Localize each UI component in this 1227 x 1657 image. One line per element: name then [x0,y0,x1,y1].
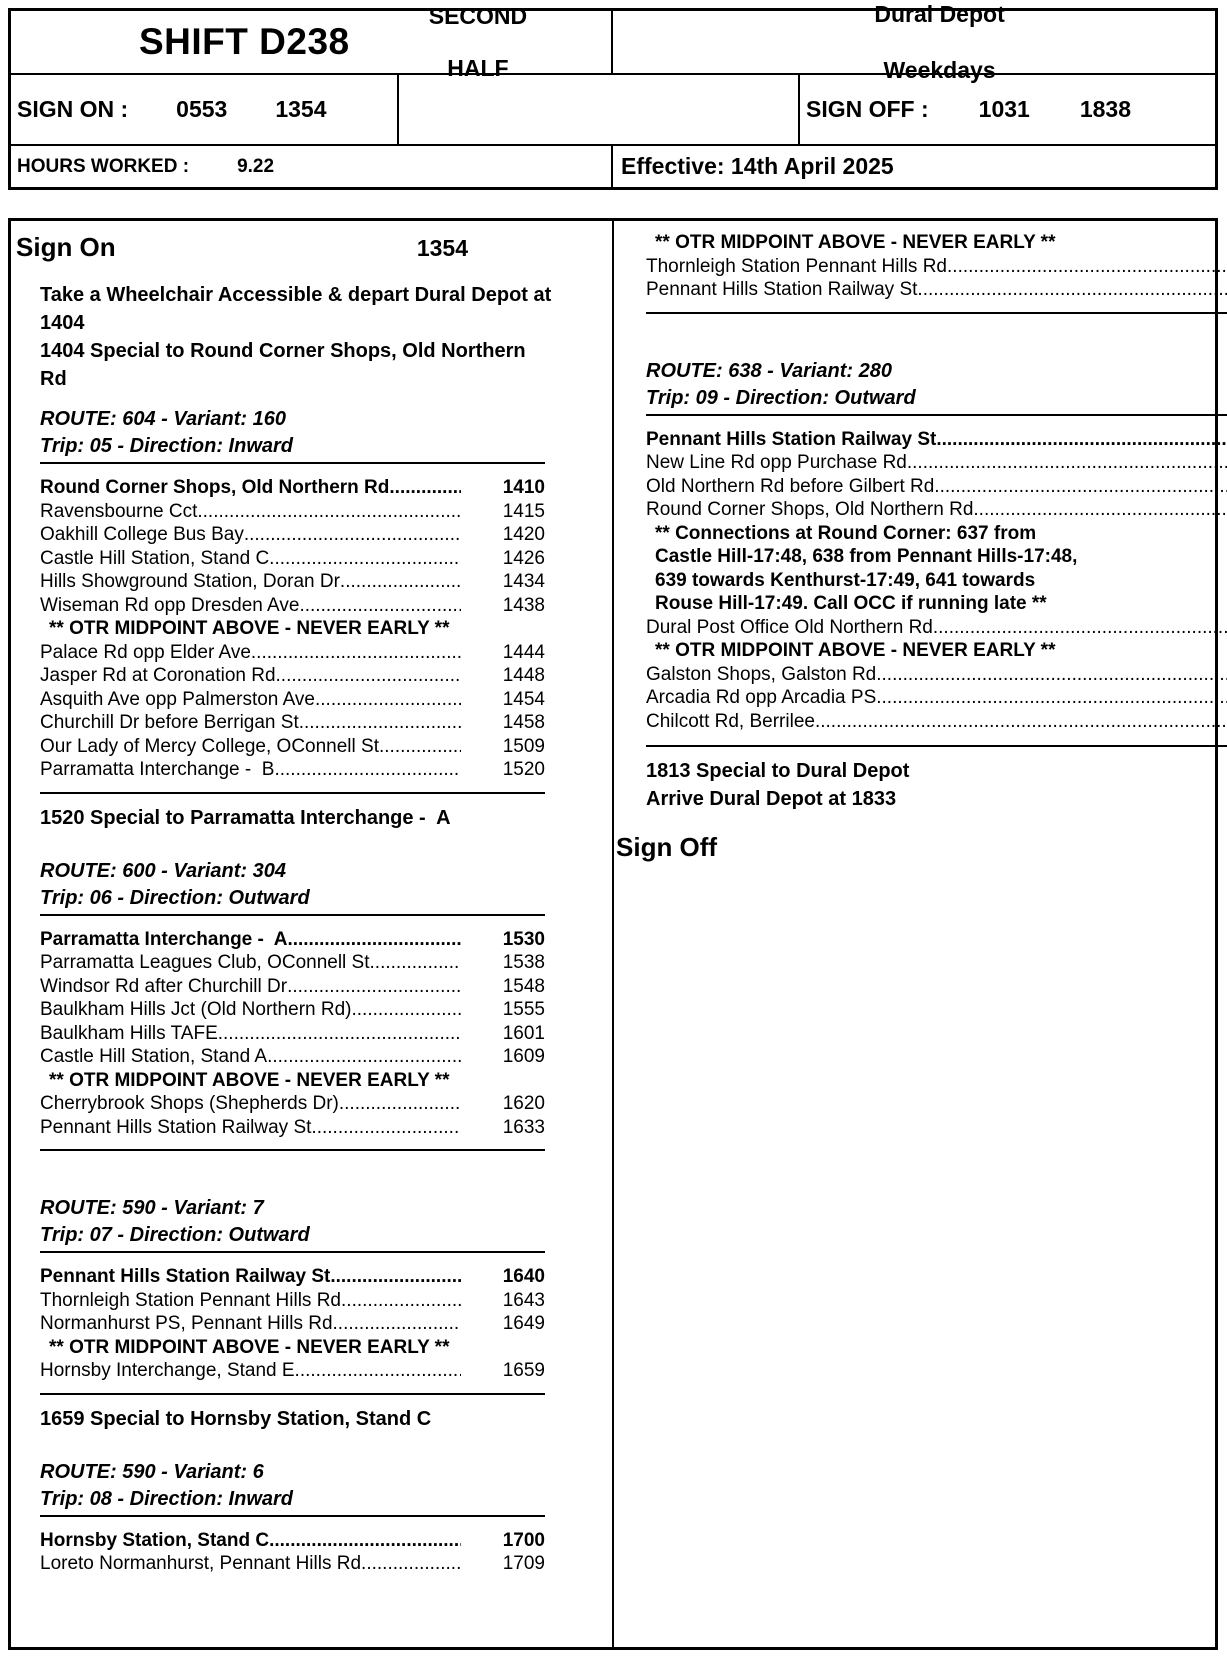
trip-line: Trip: 07 - Direction: Outward [40,1224,310,1246]
stop-row [40,1312,545,1336]
stop-row [646,498,1227,522]
stop-name: Normanhurst PS, Pennant Hills Rd [40,1313,333,1334]
stop-row [646,710,1227,734]
stop-name: Parramatta Leagues Club, OConnell St [40,952,370,973]
stop-name: Asquith Ave opp Palmerston Ave [40,688,315,710]
stop-time: 1709 [502,1553,545,1574]
stop-name: Parramatta Interchange - A [40,928,288,950]
stop-name: Chilcott Rd, Berrilee [646,710,815,732]
dot-leader [351,998,461,1022]
dot-leader [379,735,461,759]
stop-row [40,523,545,547]
shift-title: SHIFT D238 [139,21,350,62]
dot-leader [936,428,1227,452]
stop-time: 1444 [502,641,545,663]
stop-row [646,616,1227,640]
divider [40,1393,545,1395]
trip-line: Trip: 05 - Direction: Inward [40,435,293,457]
dot-leader [339,1092,461,1116]
stop-row [40,928,545,952]
header-row-title [11,1,1215,83]
stop-time: 1538 [502,952,545,973]
stop-name: Hornsby Station, Stand C [40,1529,270,1551]
stop-row [646,428,1227,452]
stop-time: 1458 [502,712,545,733]
stop-list-trip-09 [646,428,1227,734]
dot-leader [815,710,1227,734]
stop-time: 1649 [502,1313,545,1334]
stop-row [40,500,545,524]
stop-row [40,688,545,712]
stop-row [40,664,545,688]
connections-note-line: 639 towards Kenthurst-17:49, 641 towards [655,569,1036,591]
header-row-hours [11,146,1215,187]
connections-note-line: Castle Hill-17:48, 638 from Pennant Hills-17:48, [655,546,1078,567]
divider [40,1251,545,1253]
divider [40,1149,545,1151]
otr-midpoint-note: ** OTR MIDPOINT ABOVE - NEVER EARLY ** [49,618,450,639]
divider [40,792,545,794]
sign-off-heading: Sign Off [616,832,718,862]
stop-row [40,1022,545,1046]
otr-midpoint-note: ** OTR MIDPOINT ABOVE - NEVER EARLY ** [655,640,1056,661]
dot-leader [315,688,461,712]
stop-row [40,1116,545,1140]
stop-row [40,641,545,665]
stop-name: Arcadia Rd opp Arcadia PS [646,687,877,708]
route-info [40,1459,545,1513]
shift-half-line1: SECOND [428,3,528,29]
stop-row [40,1265,545,1289]
route-line: ROUTE: 590 - Variant: 6 [40,1460,264,1483]
stop-row [40,1359,545,1383]
stop-name: Palace Rd opp Elder Ave [40,641,251,663]
note-line: Rd [40,368,67,390]
route-line: ROUTE: 590 - Variant: 7 [40,1197,264,1219]
trip-line: Trip: 06 - Direction: Outward [40,886,310,909]
dot-leader [973,498,1227,522]
stop-list-trip-05 [40,476,545,782]
stop-time: 1509 [502,735,545,757]
divider [40,1515,545,1517]
hours-worked-value: 9.22 [237,155,275,177]
stop-name: Windsor Rd after Churchill Dr [40,975,288,997]
stop-list-trip-08-continued [646,231,1227,302]
route-info [40,406,545,460]
divider [646,414,1227,416]
route-line: ROUTE: 638 - Variant: 280 [646,359,893,382]
otr-midpoint-note: ** OTR MIDPOINT ABOVE - NEVER EARLY ** [49,1069,450,1091]
stop-name: Oakhill College Bus Bay [40,524,244,545]
dot-leader [907,451,1227,475]
stop-name: Baulkham Hills TAFE [40,1022,218,1044]
divider [40,462,545,464]
stop-time: 1555 [502,999,545,1020]
dot-leader [276,664,461,688]
stop-name: Galston Shops, Galston Rd [646,663,877,685]
stop-name: Castle Hill Station, Stand C [40,547,270,569]
sign-on-row [16,229,545,265]
note-line: 1404 [40,312,85,334]
stop-row [40,735,545,759]
right-column [614,221,1227,1647]
stop-time: 1434 [502,571,545,592]
dot-leader [287,928,461,952]
otr-midpoint-note: ** OTR MIDPOINT ABOVE - NEVER EARLY ** [655,232,1056,253]
connections-note-line: Rouse Hill-17:49. Call OCC if running late ** [655,593,1047,614]
stop-time: 1410 [502,477,545,498]
divider [646,745,1227,747]
shift-half-line2: HALF [447,55,509,81]
stop-time: 1643 [502,1289,545,1311]
depot-departure-note [40,281,552,393]
stop-time: 1530 [502,928,545,950]
stop-row [40,711,545,735]
stop-row [40,1529,545,1553]
note-line: 1659 Special to Hornsby Station, Stand C [40,1407,432,1430]
sign-off-label: SIGN OFF : [806,96,929,122]
stop-name: New Line Rd opp Purchase Rd [646,452,907,473]
stop-name: Pennant Hills Station Railway St [40,1266,331,1287]
sign-on-time-2: 1354 [275,96,327,122]
dot-leader [244,523,461,547]
stop-row [646,663,1227,687]
depot-name: Dural Depot [874,1,1005,27]
stop-time: 1448 [502,665,545,686]
stop-name: Round Corner Shops, Old Northern Rd [40,477,390,498]
stop-name: Hornsby Interchange, Stand E [40,1360,295,1381]
stop-list-trip-07 [40,1265,545,1383]
stop-name: Our Lady of Mercy College, OConnell St [40,735,379,757]
dot-leader [947,255,1227,279]
stop-name: Thornleigh Station Pennant Hills Rd [40,1289,342,1311]
dot-leader [218,1022,461,1046]
dot-leader [917,278,1227,302]
stop-row [40,1092,545,1116]
dot-leader [287,975,461,999]
stop-time: 1700 [502,1529,545,1551]
connections-note-line: ** Connections at Round Corner: 637 from [655,522,1037,544]
stop-name: Castle Hill Station, Stand A [40,1046,268,1067]
stop-name: Thornleigh Station Pennant Hills Rd [646,255,948,277]
stop-name: Hills Showground Station, Doran Dr [40,571,340,592]
route-info [40,858,545,912]
route-line: ROUTE: 600 - Variant: 304 [40,859,287,882]
stop-row [40,1289,545,1313]
schedule-type: Weekdays [883,57,996,83]
dot-leader [311,1116,461,1140]
hours-worked-cell [11,146,613,187]
stop-list-trip-08 [40,1529,545,1576]
sign-on-label: SIGN ON : [17,96,129,122]
effective-date-cell [613,146,1215,187]
stop-name: Round Corner Shops, Old Northern Rd [646,499,974,520]
note-line: 1520 Special to Parramatta Interchange - A [40,806,451,829]
dot-leader [330,1265,461,1289]
stop-row [40,1552,545,1576]
dot-leader [333,1312,461,1336]
dot-leader [251,641,461,665]
sign-on-heading: Sign On [16,232,116,262]
stop-name: Dural Post Office Old Northern Rd [646,616,933,638]
stop-time: 1601 [502,1022,545,1044]
dot-leader [269,1529,461,1553]
sign-on-cell [11,75,399,144]
trip-line: Trip: 09 - Direction: Outward [646,386,916,409]
stop-time: 1415 [502,500,545,522]
dot-leader [299,711,461,735]
stop-time: 1520 [502,759,545,780]
shift-header-table [8,1,1218,190]
stop-name: Parramatta Interchange - B [40,759,275,780]
stop-row [646,278,1227,302]
dot-leader [361,1552,461,1576]
dot-leader [340,570,461,594]
route-line: ROUTE: 604 - Variant: 160 [40,408,287,430]
sign-on-time-1: 0553 [176,96,228,122]
dot-leader [295,1359,461,1383]
stop-row [646,686,1227,710]
route-info [40,1195,545,1249]
stop-time: 1426 [502,547,545,569]
sign-off-cell [800,75,1215,144]
stop-name: Old Northern Rd before Gilbert Rd [646,475,935,497]
dot-leader [934,475,1227,499]
special-move-note [646,757,1227,813]
depot-cell [613,1,1215,83]
stop-row [40,570,545,594]
stop-name: Jasper Rd at Coronation Rd [40,665,276,686]
stop-name: Wiseman Rd opp Dresden Ave [40,594,300,616]
dot-leader [299,594,461,618]
dot-leader [370,951,461,975]
stop-row [646,475,1227,499]
empty-cell [399,75,800,144]
stop-list-trip-06 [40,928,545,1140]
sign-on-time: 1354 [416,235,468,261]
stop-row [40,758,545,782]
dot-leader [197,500,461,524]
dot-leader [876,663,1227,687]
route-info [646,358,1227,412]
stop-row [40,547,545,571]
stop-time: 1640 [502,1266,545,1287]
sign-off-time-2: 1838 [1079,96,1132,122]
timetable [8,218,1218,1650]
otr-midpoint-note: ** OTR MIDPOINT ABOVE - NEVER EARLY ** [49,1336,450,1358]
stop-row [646,451,1227,475]
special-move-note [40,1405,545,1433]
stop-time: 1633 [502,1116,545,1138]
trip-line: Trip: 08 - Direction: Inward [40,1487,293,1510]
stop-row [40,594,545,618]
shift-title-cell [11,3,613,81]
stop-time: 1438 [502,594,545,616]
stop-name: Baulkham Hills Jct (Old Northern Rd) [40,999,352,1020]
dot-leader [876,686,1227,710]
stop-name: Pennant Hills Station Railway St [40,1116,312,1138]
stop-time: 1420 [502,524,545,545]
note-line: Take a Wheelchair Accessible & depart Dural Depot at [40,284,552,306]
sign-off-time-1: 1031 [978,96,1030,122]
stop-time: 1620 [502,1093,545,1114]
dot-leader [274,758,461,782]
divider [646,312,1227,314]
dot-leader [389,476,461,500]
dot-leader [341,1289,461,1313]
stop-row [40,476,545,500]
stop-name: Ravensbourne Cct [40,500,198,522]
sign-off-row [616,829,1227,865]
divider [40,914,545,916]
note-line: 1404 Special to Round Corner Shops, Old Northern [40,340,526,362]
stop-name: Cherrybrook Shops (Shepherds Dr) [40,1093,339,1114]
dot-leader [267,1045,461,1069]
effective-date: Effective: 14th April 2025 [621,153,894,179]
special-move-note [40,804,545,832]
note-line: Arrive Dural Depot at 1833 [646,788,897,810]
hours-worked-label: HOURS WORKED : [17,155,190,177]
stop-row [40,975,545,999]
stop-name: Loreto Normanhurst, Pennant Hills Rd [40,1553,362,1574]
left-column [11,221,614,1647]
stop-time: 1609 [502,1046,545,1067]
header-row-sign-times [11,75,1215,146]
stop-name: Pennant Hills Station Railway St [646,428,937,450]
stop-row [646,255,1227,279]
stop-time: 1454 [502,688,545,710]
stop-time: 1659 [502,1360,545,1381]
stop-row [40,951,545,975]
note-line: 1813 Special to Dural Depot [646,760,910,782]
dot-leader [933,616,1227,640]
stop-row [40,1045,545,1069]
stop-time: 1548 [502,975,545,997]
stop-row [40,998,545,1022]
stop-name: Churchill Dr before Berrigan St [40,712,299,733]
dot-leader [269,547,461,571]
stop-name: Pennant Hills Station Railway St [646,279,918,300]
